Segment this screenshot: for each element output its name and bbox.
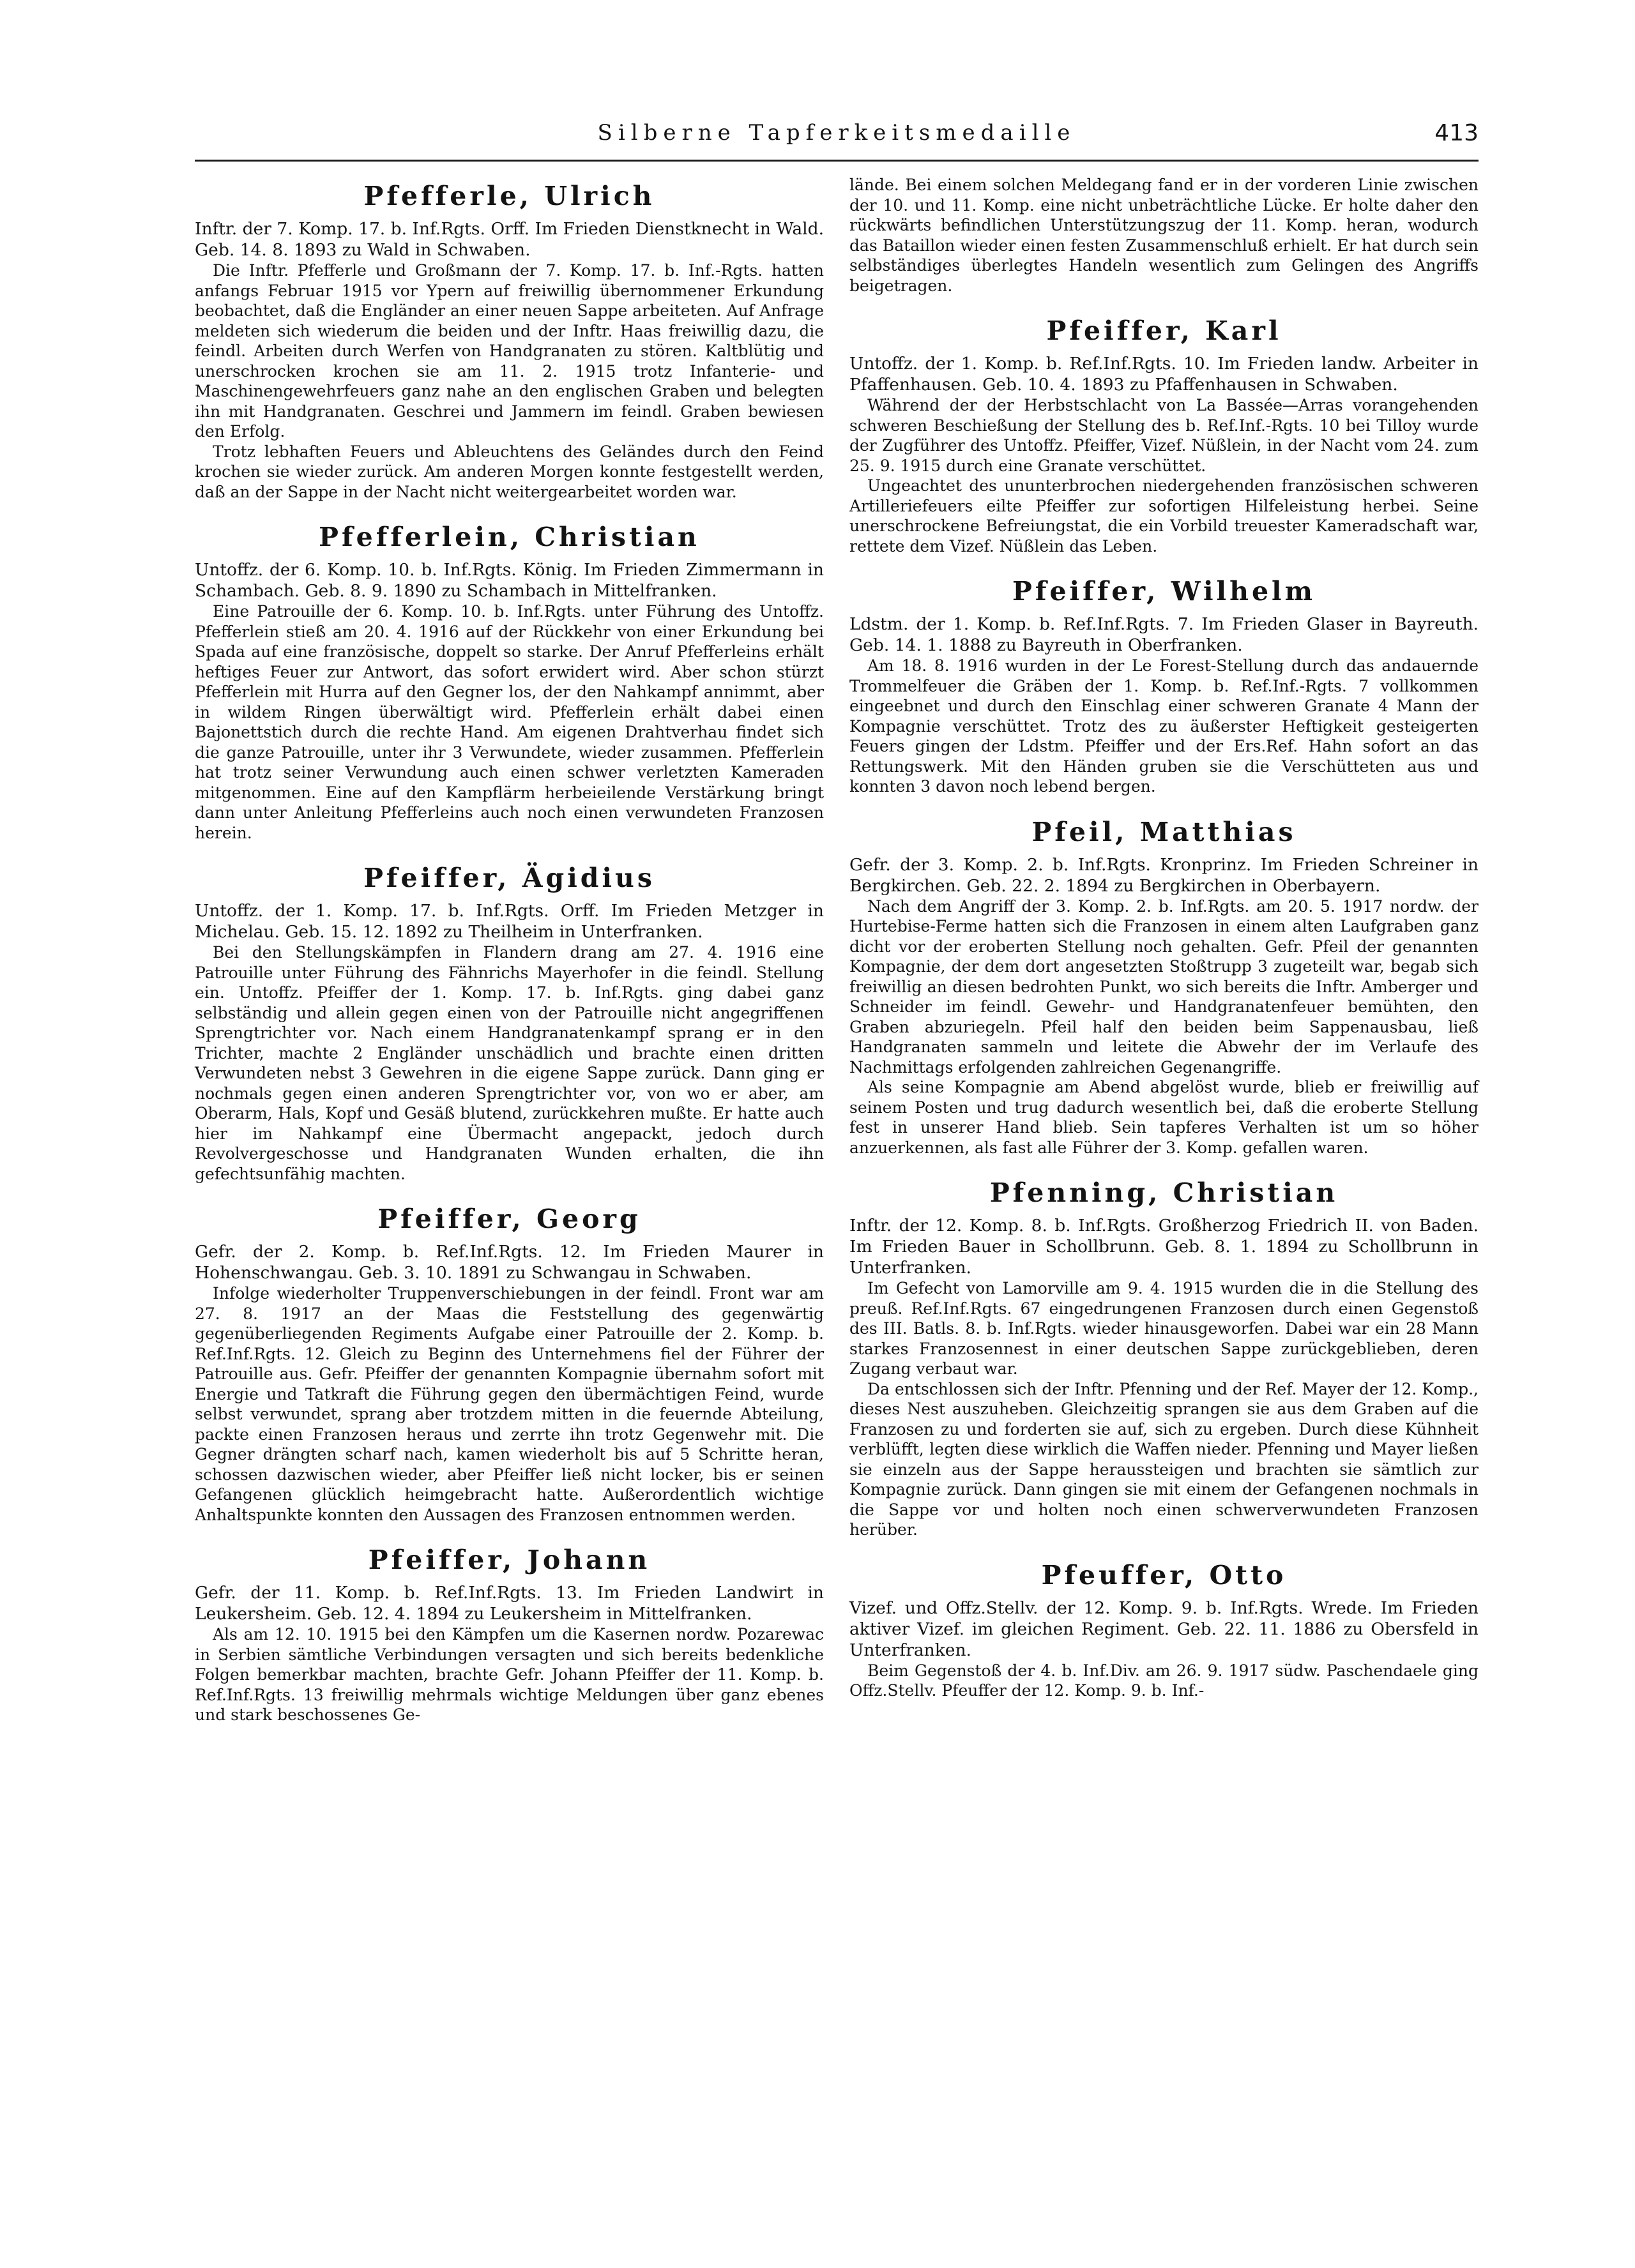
- entry-body: [195, 1283, 824, 1525]
- entry-info: Gefr. der 3. Komp. 2. b. Inf.Rgts. Kronprinz. Im Frieden Schreiner in Bergkirchen. Geb. 22. 2. 1894 zu Bergkirchen in Oberbayern.: [849, 854, 1479, 896]
- entry-pfenning-christian: [849, 1176, 1479, 1540]
- entry-info: Inftr. der 12. Komp. 8. b. Inf.Rgts. Großherzog Friedrich II. von Baden. Im Frieden Bauer in Schollbrunn. Geb. 8. 1. 1894 zu Schollbrunn in Unterfranken.: [849, 1216, 1479, 1278]
- entry-pfeiffer-aegidius: [195, 861, 824, 1184]
- entry-paragraph: Beim Gegenstoß der 4. b. Inf.Div. am 26. 9. 1917 südw. Paschendaele ging Offz.Stellv. Pfeuffer der 12. Komp. 9. b. Inf.-: [849, 1661, 1479, 1700]
- entry-info: Gefr. der 11. Komp. b. Ref.Inf.Rgts. 13. Im Frieden Landwirt in Leukersheim. Geb. 12. 4. 1894 zu Leukersheim in Mittelfranken.: [195, 1583, 824, 1624]
- entry-name: Pfeiffer, Georg: [377, 1204, 641, 1234]
- continued-paragraph: lände. Bei einem solchen Meldegang fand er in der vorderen Linie zwischen der 10. und 11. Komp. eine nicht unbeträchtliche Lücke. Er holte daher den rückwärts befindlichen Unterstützungszug der 11. Komp. heran, wodurch das Bataillon wieder einen festen Zusammenschluß erhielt. Er hat durch sein selbständiges überlegtes Handeln wesentlich zum Gelingen des Angriffs beigetragen.: [849, 176, 1479, 295]
- entry-paragraph: Die Inftr. Pfefferle und Großmann der 7. Komp. 17. b. Inf.-Rgts. hatten anfangs Februar 1915 vor Ypern auf freiwillig übernommener Erkundung beobachtet, daß die Engländer an einer neuen Sappe arbeiteten. Auf Anfrage meldeten sich wiederum die beiden und der Inftr. Haas freiwillig dazu, die feindl. Arbeiten durch Werfen von Handgranaten zu stören. Kaltblütig und unerschrocken krochen sie am 11. 2. 1915 trotz Infanterie- und Maschinengewehrfeuers ganz nahe an den englischen Graben und belegten ihn mit Handgranaten. Geschrei und Jammern im feindl. Graben bewiesen den Erfolg.: [195, 261, 824, 441]
- entry-name: Pfeuffer, Otto: [1041, 1559, 1287, 1591]
- entry-body: [195, 942, 824, 1184]
- running-title: Silberne Tapferkeitsmedaille: [597, 120, 1076, 146]
- entry-paragraph: Da entschlossen sich der Inftr. Pfenning und der Ref. Mayer der 12. Komp., dieses Nest auszuheben. Gleichzeitig sprangen sie aus dem Graben auf die Franzosen zu und forderten sie auf, sich zu ergeben. Durch diese Kühnheit verblüfft, legten diese wirklich die Waffen nieder. Pfenning und Mayer ließen sie einzeln aus der Sappe heraussteigen und brachten sie sämtlich zur Kompagnie zurück. Dann gingen sie mit einem der Gefangenen nochmals in die Sappe vor und holten noch einen schwerverwundeten Franzosen herüber.: [849, 1379, 1479, 1539]
- entry-info: Ldstm. der 1. Komp. b. Ref.Inf.Rgts. 7. Im Frieden Glaser in Bayreuth. Geb. 14. 1. 1888 zu Bayreuth in Oberfranken.: [849, 614, 1479, 655]
- entry-body: [849, 896, 1479, 1158]
- entry-name: Pfeil, Matthias: [1031, 816, 1297, 847]
- entry-body: [849, 1661, 1479, 1701]
- entry-info: Inftr. der 7. Komp. 17. b. Inf.Rgts. Orff. Im Frieden Dienstknecht in Wald. Geb. 14. 8. 1893 zu Wald in Schwaben.: [195, 219, 824, 260]
- entry-paragraph: Am 18. 8. 1916 wurden in der Le Forest-Stellung durch das andauernde Trommelfeuer die Gräben der 1. Komp. b. Ref.Inf.-Rgts. 7 vollkommen eingeebnet und durch den Einschlag einer schweren Granate 4 Mann der Kompagnie verschüttet. Trotz des zu äußerster Heftigkeit gesteigerten Feuers gingen der Ldstm. Pfeiffer und der Ers.Ref. Hahn sofort an das Rettungswerk. Mit den Händen gruben sie die Verschütteten aus und konnten 3 davon noch lebend bergen.: [849, 656, 1479, 796]
- entry-paragraph: Als seine Kompagnie am Abend abgelöst wurde, blieb er freiwillig auf seinem Posten und trug dadurch wesentlich bei, daß die eroberte Stellung fest in unserer Hand blieb. Sein tapferes Verhalten ist um so höher anzuerkennen, als fast alle Führer der 3. Komp. gefallen waren.: [849, 1078, 1479, 1157]
- page-number: 413: [1434, 120, 1479, 146]
- entry-paragraph: Eine Patrouille der 6. Komp. 10. b. Inf.Rgts. unter Führung des Untoffz. Pfefferlein stieß am 20. 4. 1916 auf der Rückkehr von einer Erkundung bei Spada auf eine französische, doppelt so starke. Der Anruf Pfefferleins erhält heftiges Feuer zur Antwort, das sofort erwidert wird. Aber schon stürzt Pfefferlein mit Hurra auf den Gegner los, der den Nahkampf annimmt, aber in wildem Ringen überwältigt wird. Pfefferlein erhält dabei einen Bajonettstich durch die rechte Hand. Am eigenen Drahtverhau findet sich die ganze Patrouille, unter ihr 3 Verwundete, wieder zusammen. Pfefferlein hat trotz seiner Verwundung auch einen schwer verletzten Kameraden mitgenommen. Eine auf den Kampflärm herbeieilende Verstärkung bringt dann unter Anleitung Pfefferleins auch noch einen verwundeten Franzosen herein.: [195, 602, 824, 842]
- entry-name: Pfeiffer, Johann: [368, 1545, 651, 1575]
- entry-paragraph: Während der der Herbstschlacht von La Bassée—Arras vorangehenden schweren Beschießung der Stellung des b. Ref.Inf.-Rgts. 10 bei Tilloy wurde der Zugführer des Untoffz. Pfeiffer, Vizef. Nüßlein, in der Nacht vom 24. zum 25. 9. 1915 durch eine Granate verschüttet.: [849, 396, 1479, 475]
- entry-paragraph: Trotz lebhaften Feuers und Ableuchtens des Geländes durch den Feind krochen sie wieder zurück. Am anderen Morgen konnte festgestellt werden, daß an der Sappe in der Nacht nicht weitergearbeitet worden war.: [195, 442, 824, 501]
- entry-paragraph: Infolge wiederholter Truppenverschiebungen in der feindl. Front war am 27. 8. 1917 an der Maas die Feststellung des gegenwärtig gegenüberliegenden Regiments Aufgabe einer Patrouille der 2. Komp. b. Ref.Inf.Rgts. 12. Gleich zu Beginn des Unternehmens fiel der Führer der Patrouille aus. Gefr. Pfeiffer der genannten Kompagnie übernahm sofort mit Energie und Tatkraft die Führung gegen den übermächtigen Feind, wurde selbst verwundet, sprang aber trotzdem mitten in die feuernde Abteilung, packte einen Franzosen heraus und zerrte ihn trotz Gegenwehr mit. Die Gegner drängten scharf nach, kamen wiederholt bis auf 5 Schritte heran, schossen dazwischen wieder, aber Pfeiffer ließ nicht locker, bis er seinen Gefangenen glücklich heimgebracht hatte. Außerordentlich wichtige Anhaltspunkte konnten den Aussagen des Franzosen entnommen werden.: [195, 1284, 824, 1524]
- header-rule: [195, 160, 1479, 162]
- entry-pfeiffer-johann: [195, 1543, 824, 1725]
- right-column: [849, 175, 1479, 1706]
- left-column: [195, 175, 824, 1730]
- entry-name: Pfeiffer, Wilhelm: [1012, 576, 1316, 607]
- entry-info: Gefr. der 2. Komp. b. Ref.Inf.Rgts. 12. Im Frieden Maurer in Hohenschwangau. Geb. 3. 10. 1891 zu Schwangau in Schwaben.: [195, 1242, 824, 1283]
- entry-info: Untoffz. der 6. Komp. 10. b. Inf.Rgts. König. Im Frieden Zimmermann in Schambach. Geb. 8. 9. 1890 zu Schambach in Mittelfranken.: [195, 560, 824, 601]
- running-header: [195, 116, 1479, 161]
- entry-pfeuffer-otto: [849, 1558, 1479, 1701]
- entry-pfeiffer-karl: [849, 314, 1479, 556]
- entry-body: [195, 601, 824, 843]
- entry-body: [195, 261, 824, 502]
- entry-name: Pfeiffer, Ägidius: [363, 863, 655, 893]
- entry-body: [849, 656, 1479, 797]
- entry-body: [849, 1278, 1479, 1540]
- entry-pfefferle-ulrich: [195, 179, 824, 502]
- entry-body: [849, 395, 1479, 556]
- entry-info: Untoffz. der 1. Komp. 17. b. Inf.Rgts. Orff. Im Frieden Metzger in Michelau. Geb. 15. 12. 1892 zu Theilheim in Unterfranken.: [195, 901, 824, 942]
- entry-pfeiffer-georg: [195, 1202, 824, 1525]
- entry-paragraph: Im Gefecht von Lamorville am 9. 4. 1915 wurden die in die Stellung des preuß. Ref.Inf.Rgts. 67 eingedrungenen Franzosen durch einen Gegenstoß des III. Batls. 8. b. Inf.Rgts. wieder hinausgeworfen. Dabei war ein 28 Mann starkes Franzosennest in einer deutschen Sappe zurückgeblieben, deren Zugang verbaut war.: [849, 1279, 1479, 1378]
- entry-pfeiffer-wilhelm: [849, 574, 1479, 797]
- entry-paragraph: Bei den Stellungskämpfen in Flandern drang am 27. 4. 1916 eine Patrouille unter Führung des Fähnrichs Mayerhofer in die feindl. Stellung ein. Untoffz. Pfeiffer der 1. Komp. 17. b. Inf.Rgts. ging dabei ganz selbständig und allein gegen einen von der Patrouille nicht angegriffenen Sprengtrichter vor. Nach einem Handgranatenkampf sprang er in den Trichter, machte 2 Engländer unschädlich und brachte einen dritten Verwundeten nebst 3 Gewehren in die eigene Sappe zurück. Dann ging er nochmals gegen einen anderen Sprengtrichter vor, von wo er aber, am Oberarm, Hals, Kopf und Gesäß blutend, zurückkehren mußte. Er hatte auch hier im Nahkampf eine Übermacht angepackt, jedoch durch Revolvergeschosse und Handgranaten Wunden erhalten, die ihn gefechtsunfähig machten.: [195, 943, 824, 1183]
- entry-info: Vizef. und Offz.Stellv. der 12. Komp. 9. b. Inf.Rgts. Wrede. Im Frieden aktiver Vizef. im gleichen Regiment. Geb. 22. 11. 1886 zu Obersfeld in Unterfranken.: [849, 1598, 1479, 1660]
- entry-name: Pfefferle, Ulrich: [363, 181, 655, 211]
- entry-paragraph: Als am 12. 10. 1915 bei den Kämpfen um die Kasernen nordw. Pozarewac in Serbien sämtliche Verbindungen versagten und sich bereits bedenkliche Folgen bemerkbar machten, brachte Gefr. Johann Pfeiffer der 11. Komp. b. Ref.Inf.Rgts. 13 freiwillig mehrmals wichtige Meldungen über ganz ebenes und stark beschossenes Ge-: [195, 1625, 824, 1724]
- entry-body: [195, 1624, 824, 1725]
- entry-paragraph: Ungeachtet des ununterbrochen niedergehenden französischen schweren Artilleriefeuers eilte Pfeiffer zur sofortigen Hilfeleistung herbei. Seine unerschrockene Befreiungstat, die ein Vorbild treuester Kameradschaft war, rettete dem Vizef. Nüßlein das Leben.: [849, 476, 1479, 556]
- entry-name: Pfeiffer, Karl: [1046, 315, 1282, 346]
- entry-pfefferlein-christian: [195, 520, 824, 843]
- entry-info: Untoffz. der 1. Komp. b. Ref.Inf.Rgts. 10. Im Frieden landw. Arbeiter in Pfaffenhausen. Geb. 10. 4. 1893 zu Pfaffenhausen in Schwaben.: [849, 354, 1479, 395]
- entry-pfeil-matthias: [849, 815, 1479, 1158]
- entry-name: Pfefferlein, Christian: [319, 522, 700, 552]
- entry-paragraph: Nach dem Angriff der 3. Komp. 2. b. Inf.Rgts. am 20. 5. 1917 nordw. der Hurtebise-Ferme hatten sich die Franzosen in einem alten Laufgraben ganz dicht vor der eroberten Stellung noch gehalten. Gefr. Pfeil der genannten Kompagnie, der dem dort angesetzten Stoßtrupp 3 zugeteilt war, begab sich freiwillig an diesen bedrohten Punkt, wo sich bereits die Inftr. Amberger und Schneider im feindl. Gewehr- und Handgranatenfeuer bemühten, den Graben abzuriegeln. Pfeil half den beiden beim Sappenausbau, ließ Handgranaten sammeln und leitete die Abwehr der im Verlaufe des Nachmittags erfolgenden zahlreichen Gegenangriffe.: [849, 896, 1479, 1077]
- entry-name: Pfenning, Christian: [989, 1177, 1339, 1208]
